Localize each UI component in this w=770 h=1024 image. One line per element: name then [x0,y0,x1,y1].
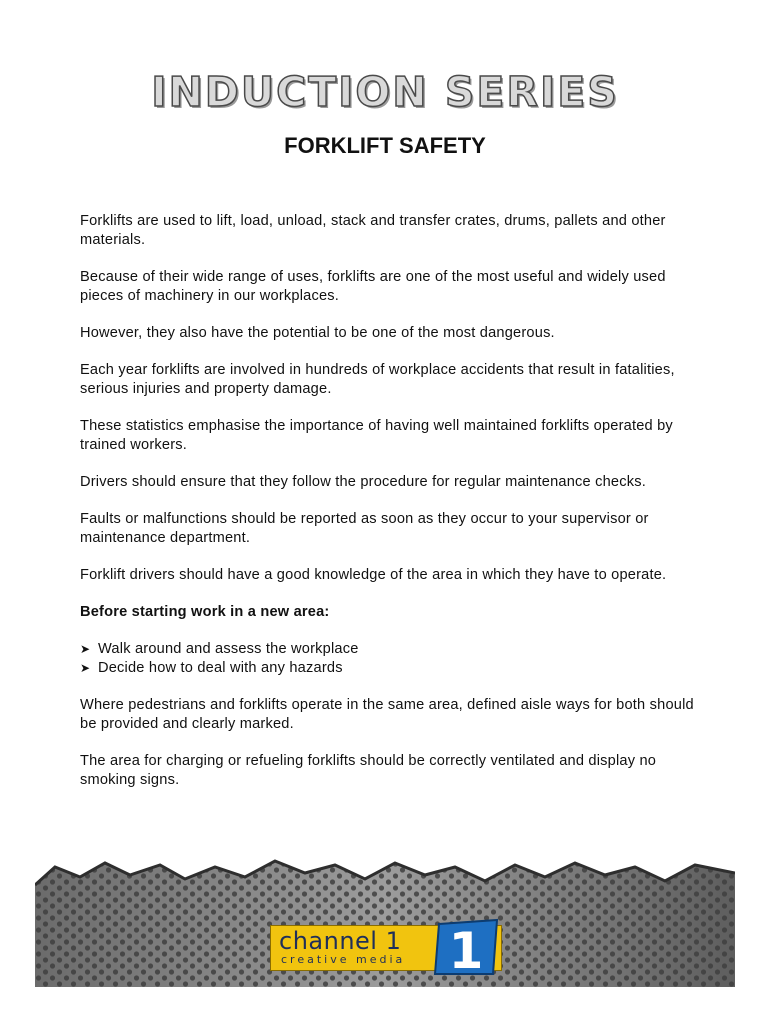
paragraph-maintenance: Drivers should ensure that they follow the procedure for regular maintenance checks. [80,474,646,490]
paragraph-statistics: These statistics emphasise the importance of having well maintained forklifts operated by trained workers. [80,418,673,453]
document-title: FORKLIFT SAFETY [284,133,486,158]
paragraph-accidents: Each year forklifts are involved in hundreds of workplace accidents that result in fatalities, serious injuries and property damage. [80,362,675,397]
paragraph-pedestrians: Where pedestrians and forklifts operate in the same area, defined aisle ways for both should be provided and clearly marked. [80,697,694,732]
paragraph-uses: Forklifts are used to lift, load, unload, stack and transfer crates, drums, pallets and other materials. [80,213,666,248]
before-starting-list [80,640,700,678]
before-starting-heading: Before starting work in a new area: [80,604,330,620]
list-item [80,659,700,678]
logo-tagline: creative media [281,953,406,966]
paragraph-wide-range: Because of their wide range of uses, forklifts are one of the most useful and widely used pieces of machinery in our workplaces. [80,269,666,304]
arrow-bullet-icon: ➤ [80,642,91,656]
list-item [80,640,700,659]
channel1-logo [270,922,502,976]
list-item-text: Decide how to deal with any hazards [98,660,343,676]
logo-wordmark: channel 1 [279,927,402,955]
series-title: INDUCTION SERIES [151,68,619,116]
document-body [80,212,700,808]
paragraph-dangerous: However, they also have the potential to be one of the most dangerous. [80,325,555,341]
logo-badge-number: 1 [448,922,484,976]
list-item-text: Walk around and assess the workplace [98,641,359,657]
paragraph-area-knowledge: Forklift drivers should have a good knowledge of the area in which they have to operate. [80,567,667,583]
paragraph-faults: Faults or malfunctions should be reported as soon as they occur to your supervisor or maintenance department. [80,511,649,546]
logo-badge-icon [431,918,501,976]
paragraph-charging: The area for charging or refueling forklifts should be correctly ventilated and display no smoking signs. [80,753,657,788]
arrow-bullet-icon: ➤ [80,661,91,675]
